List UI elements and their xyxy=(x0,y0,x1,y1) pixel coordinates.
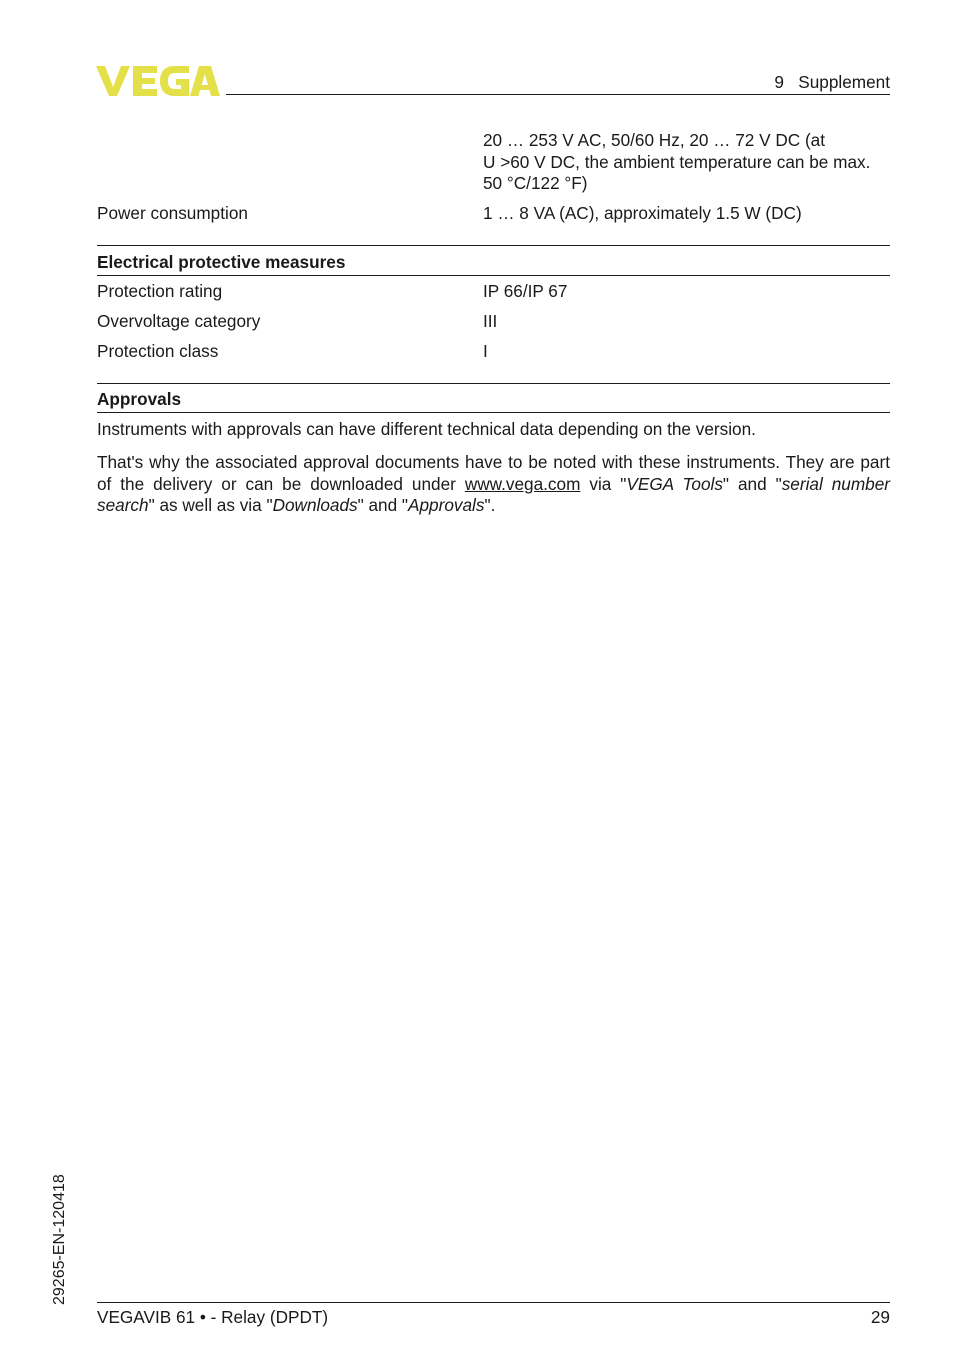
page-number: 29 xyxy=(870,1307,890,1327)
serial-number-search-term: serial number search xyxy=(97,473,890,515)
spec-value: III xyxy=(483,311,498,331)
spec-label: Protection rating xyxy=(97,281,223,301)
section-title: 9 Supplement xyxy=(774,72,890,92)
vega-logo xyxy=(96,63,220,99)
spec-label: Protection class xyxy=(97,341,219,361)
spec-value: IP 66/IP 67 xyxy=(483,281,568,301)
section-rule-top xyxy=(97,245,890,246)
header-rule xyxy=(226,94,890,95)
paragraph-text: " and " xyxy=(357,495,409,515)
approvals-term: Approvals xyxy=(408,495,485,515)
approvals-heading: Approvals xyxy=(97,389,182,409)
vega-tools-term: VEGA Tools xyxy=(626,473,723,494)
document-code: 29265-EN-120418 xyxy=(51,1174,68,1305)
spec-label: Overvoltage category xyxy=(97,311,261,331)
approvals-paragraph-1: Instruments with approvals can have different technical data depending on the version. xyxy=(97,419,756,439)
section-rule-bottom xyxy=(97,275,890,276)
voltage-line-3: 50 °C/122 °F) xyxy=(483,173,588,193)
footer-product: VEGAVIB 61 • - Relay (DPDT) xyxy=(97,1307,329,1327)
paragraph-text: " as well as via " xyxy=(148,495,273,515)
vega-website-link[interactable]: www.vega.com xyxy=(464,473,581,494)
electrical-heading: Electrical protective measures xyxy=(97,252,346,272)
footer-rule xyxy=(97,1302,890,1303)
power-consumption-label: Power consumption xyxy=(97,203,248,223)
voltage-line-1: 20 … 253 V AC, 50/60 Hz, 20 … 72 V DC (at xyxy=(483,130,826,150)
section-rule-bottom xyxy=(97,412,890,413)
paragraph-text: ". xyxy=(484,495,496,515)
approvals-paragraph-2 xyxy=(97,452,890,517)
paragraph-text: via " xyxy=(580,473,627,494)
paragraph-text: That's why the associated approval documents have to be noted with these instruments. They are part of the delivery or can be downloaded under xyxy=(97,452,890,494)
downloads-term: Downloads xyxy=(272,495,358,515)
spec-value: I xyxy=(483,341,488,361)
section-rule-top xyxy=(97,383,890,384)
voltage-line-2: U >60 V DC, the ambient temperature can be max. xyxy=(483,152,871,172)
paragraph-text: " and " xyxy=(722,473,782,494)
power-consumption-value: 1 … 8 VA (AC), approximately 1.5 W (DC) xyxy=(483,203,802,223)
